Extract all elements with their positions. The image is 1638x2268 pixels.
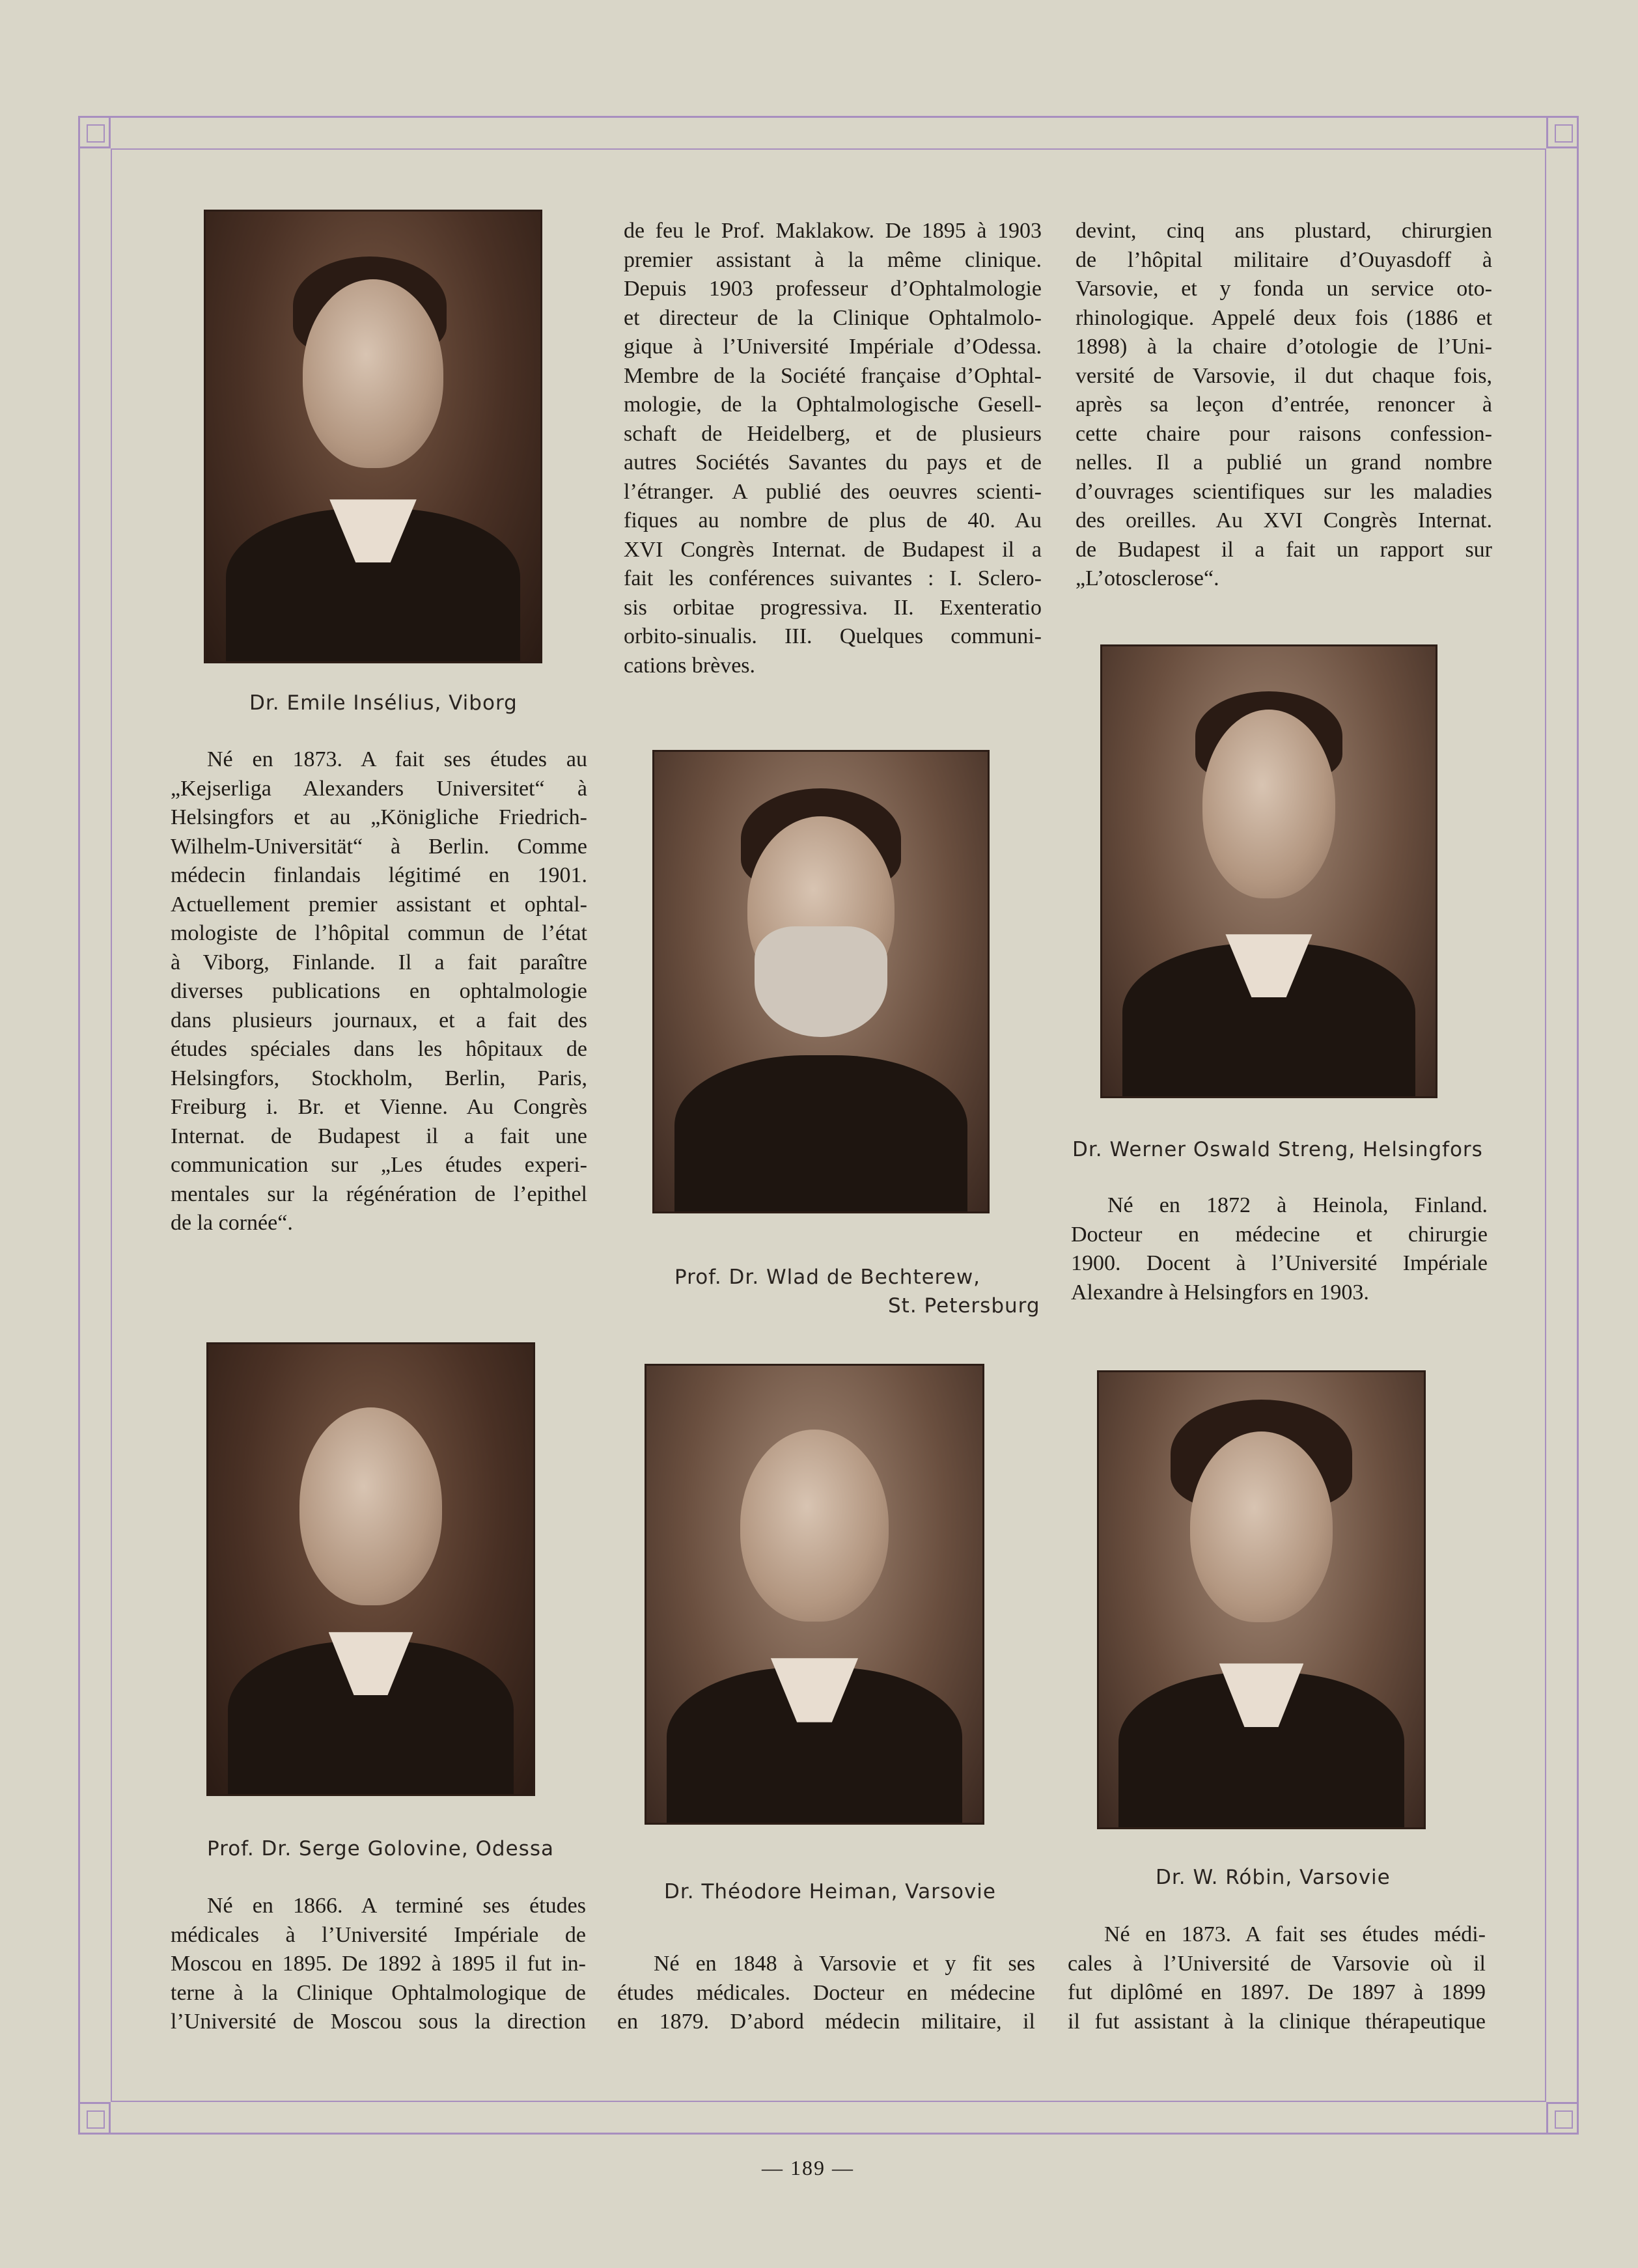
text-line: XVI Congrès Internat. de Budapest il a [624, 537, 1042, 562]
frame-corner-ornament [1546, 2102, 1579, 2135]
text-line: devint, cinq ans plustard, chirurgien [1076, 219, 1492, 243]
text-line: Né en 1866. A terminé ses études [207, 1894, 586, 1918]
text-line: des oreilles. Au XVI Congrès Internat. [1076, 508, 1492, 532]
bio-robin [1068, 1920, 1486, 2036]
portrait-photo-streng [1100, 644, 1437, 1098]
text-line: d’ouvrages scientifiques sur les maladies [1076, 479, 1492, 504]
text-line: nelles. Il a publié un grand nombre [1076, 450, 1492, 475]
text-line: cales à l’Université de Varsovie où il [1068, 1951, 1486, 1976]
text-line: Alexandre à Helsingfors en 1903. [1071, 1280, 1369, 1305]
bio-golovine [171, 1892, 586, 2037]
text-line: versité de Varsovie, il dut chaque fois, [1076, 363, 1492, 388]
text-line: mologiste de l’hôpital commun de l’état [171, 921, 587, 945]
text-line: communication sur „Les études experi- [171, 1153, 587, 1177]
text-line: l’Université de Moscou sous la direction [171, 2010, 586, 2034]
portrait-photo-golovine [206, 1342, 535, 1796]
text-line: après sa leçon d’entrée, renoncer à [1076, 393, 1492, 417]
text-line: „L’otosclerose“. [1076, 566, 1219, 590]
text-line: cette chaire pour raisons confession- [1076, 421, 1492, 446]
text-line: Docteur en médecine et chirurgie [1071, 1222, 1488, 1247]
portrait-photo-heiman [645, 1364, 984, 1825]
text-line: Wilhelm-Universität“ à Berlin. Comme [171, 834, 587, 859]
text-line: terne à la Clinique Ophtalmologique de [171, 1980, 586, 2005]
text-line: et directeur de la Clinique Ophtalmolo- [624, 305, 1042, 330]
text-line: médecin finlandais légitimé en 1901. [171, 863, 587, 887]
text-line: Depuis 1903 professeur d’Ophtalmologie [624, 277, 1042, 301]
text-line: gique à l’Université Impériale d’Odessa. [624, 335, 1042, 359]
bio-heiman [617, 1950, 1035, 2037]
text-line: mentales sur la régénération de l’epithel [171, 1182, 587, 1206]
portrait-photo-bechterew [652, 750, 990, 1213]
text-line: de Budapest il a fait un rapport sur [1076, 537, 1492, 562]
text-line: fiques au nombre de plus de 40. Au [624, 508, 1042, 532]
text-line: Né en 1848 à Varsovie et y fit ses [654, 1952, 1035, 1976]
text-line: orbito-sinualis. III. Quelques communi- [624, 624, 1042, 648]
text-line: 1898) à la chaire d’otologie de l’Uni- [1076, 335, 1492, 359]
bio-streng [1071, 1191, 1488, 1307]
page-number: — 189 — [762, 2156, 854, 2179]
text-line: études spéciales dans les hôpitaux de [171, 1037, 587, 1061]
text-line: Né en 1873. A fait ses études médi- [1104, 1922, 1486, 1946]
text-line: Helsingfors, Stockholm, Berlin, Paris, [171, 1066, 587, 1090]
portrait-caption: Prof. Dr. Wlad de Bechterew, [674, 1265, 981, 1289]
text-line: Freiburg i. Br. et Vienne. Au Congrès [171, 1095, 587, 1119]
text-line: cations brèves. [624, 653, 756, 678]
portrait-caption: Prof. Dr. Serge Golovine, Odessa [207, 1837, 554, 1860]
frame-corner-ornament [78, 2102, 111, 2135]
text-line: Internat. de Budapest il a fait une [171, 1124, 587, 1148]
text-line: Né en 1872 à Heinola, Finland. [1107, 1193, 1488, 1217]
bio-inselius [171, 745, 587, 1238]
text-line: dans plusieurs journaux, et a fait des [171, 1008, 587, 1032]
bio-golovine-continued [624, 217, 1042, 680]
text-line: Varsovie, et y fonda un service oto- [1076, 277, 1492, 301]
text-line: Membre de la Société française d’Ophtal- [624, 363, 1042, 388]
portrait-caption: Dr. Werner Oswald Streng, Helsingfors [1072, 1138, 1483, 1161]
text-line: Helsingfors et au „Königliche Friedrich- [171, 805, 587, 829]
frame-corner-ornament [78, 116, 111, 148]
text-line: de l’hôpital militaire d’Ouyasdoff à [1076, 247, 1492, 272]
text-line: fait les conférences suivantes : I. Sclero- [624, 566, 1042, 590]
text-line: Né en 1873. A fait ses études au [207, 747, 587, 771]
portrait-caption: St. Petersburg [888, 1294, 1040, 1318]
text-line: autres Sociétés Savantes du pays et de [624, 450, 1042, 475]
text-line: „Kejserliga Alexanders Universitet“ à [171, 776, 587, 801]
text-line: il fut assistant à la clinique thérapeutique [1068, 2009, 1486, 2034]
portrait-caption: Dr. W. Róbin, Varsovie [1156, 1866, 1391, 1889]
text-line: sis orbitae progressiva. II. Exenteratio [624, 595, 1042, 620]
text-line: 1900. Docent à l’Université Impériale [1071, 1251, 1488, 1275]
portrait-caption: Dr. Emile Insélius, Viborg [249, 691, 518, 715]
text-line: mologie, de la Ophtalmologische Gesell- [624, 393, 1042, 417]
portrait-photo-robin [1097, 1370, 1426, 1829]
text-line: médicales à l’Université Impériale de [171, 1922, 586, 1947]
text-line: en 1879. D’abord médecin militaire, il [617, 2010, 1035, 2034]
text-line: rhinologique. Appelé deux fois (1886 et [1076, 305, 1492, 330]
text-line: Actuellement premier assistant et ophtal- [171, 892, 587, 917]
text-line: fut diplômé en 1897. De 1897 à 1899 [1068, 1980, 1486, 2004]
text-line: études médicales. Docteur en médecine [617, 1980, 1035, 2005]
text-line: premier assistant à la même clinique. [624, 247, 1042, 272]
text-line: schaft de Heidelberg, et de plusieurs [624, 421, 1042, 446]
portrait-caption: Dr. Théodore Heiman, Varsovie [664, 1880, 996, 1903]
portrait-photo-inselius [204, 210, 542, 663]
text-line: de feu le Prof. Maklakow. De 1895 à 1903 [624, 219, 1042, 243]
text-line: à Viborg, Finlande. Il a fait paraître [171, 950, 587, 975]
bio-heiman-continued [1076, 217, 1492, 594]
text-line: diverses publications en ophtalmologie [171, 979, 587, 1003]
text-line: l’étranger. A publié des oeuvres scienti- [624, 479, 1042, 504]
text-line: Moscou en 1895. De 1892 à 1895 il fut in- [171, 1952, 586, 1976]
text-line: de la cornée“. [171, 1211, 293, 1235]
frame-corner-ornament [1546, 116, 1579, 148]
